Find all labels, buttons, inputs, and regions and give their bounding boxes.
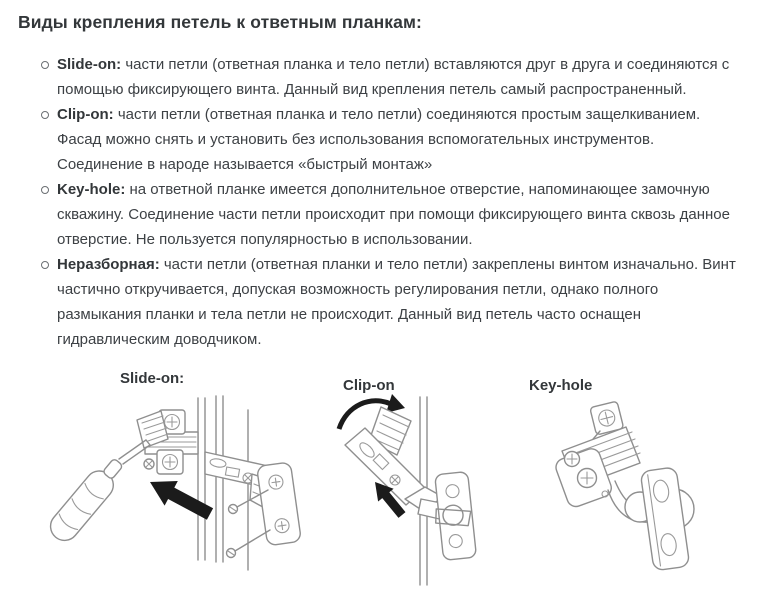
hinge-types-list [0,52,748,352]
slide-on-hinge-illustration [10,390,310,572]
list-item-slide-on [0,52,748,102]
page-title: Виды крепления петель к ответным планкам: [18,12,422,32]
list-item-key-hole [0,177,748,252]
desc-key-hole: на ответной планке имеется дополнительное отверстие, напоминающее замочную скважину. Соединение части петли происходит при помощи фиксирующего винта сквозь данное отверстие. Не пользуется популярностью в использовании. [57,181,730,248]
desc-clip-on: части петли (ответная планка и тело петли) соединяются простым защелкиванием. Фасад можно снять и установить без использования вспомогательных инструментов. Соединение в народе называется «быстрый монтаж» [57,106,701,173]
figure-label-slide-on: Slide-on: [120,370,185,387]
clip-on-hinge-illustration [325,393,500,589]
desc-nerazbornaya: части петли (ответная планки и тело петли) закреплены винтом изначально. Винт частично откручивается, допуская возможность регулирования петли, однако полного размыкания планки и тела петли не происходит. Данный вид петель часто оснащен гидравлическим доводчиком. [57,256,736,348]
key-hole-hinge-diagram-icon [508,393,723,589]
list-item-nerazbornaya [0,252,748,352]
term-clip-on: Clip-on: [57,106,114,123]
term-nerazbornaya: Неразборная: [57,256,160,273]
slide-on-hinge-diagram-icon [10,390,310,572]
figure-label-clip-on: Clip-on [343,377,395,394]
term-slide-on: Slide-on: [57,56,122,73]
clip-on-hinge-diagram-icon [325,393,500,589]
key-hole-hinge-illustration [508,393,723,589]
list-item-clip-on [0,102,748,177]
desc-slide-on: части петли (ответная планка и тело петли) вставляются друг в друга и соединяются с помощью фиксирующего винта. Данный вид крепления петель самый распространенный. [57,56,730,98]
term-key-hole: Key-hole: [57,181,126,198]
figure-label-key-hole: Key-hole [529,377,593,394]
